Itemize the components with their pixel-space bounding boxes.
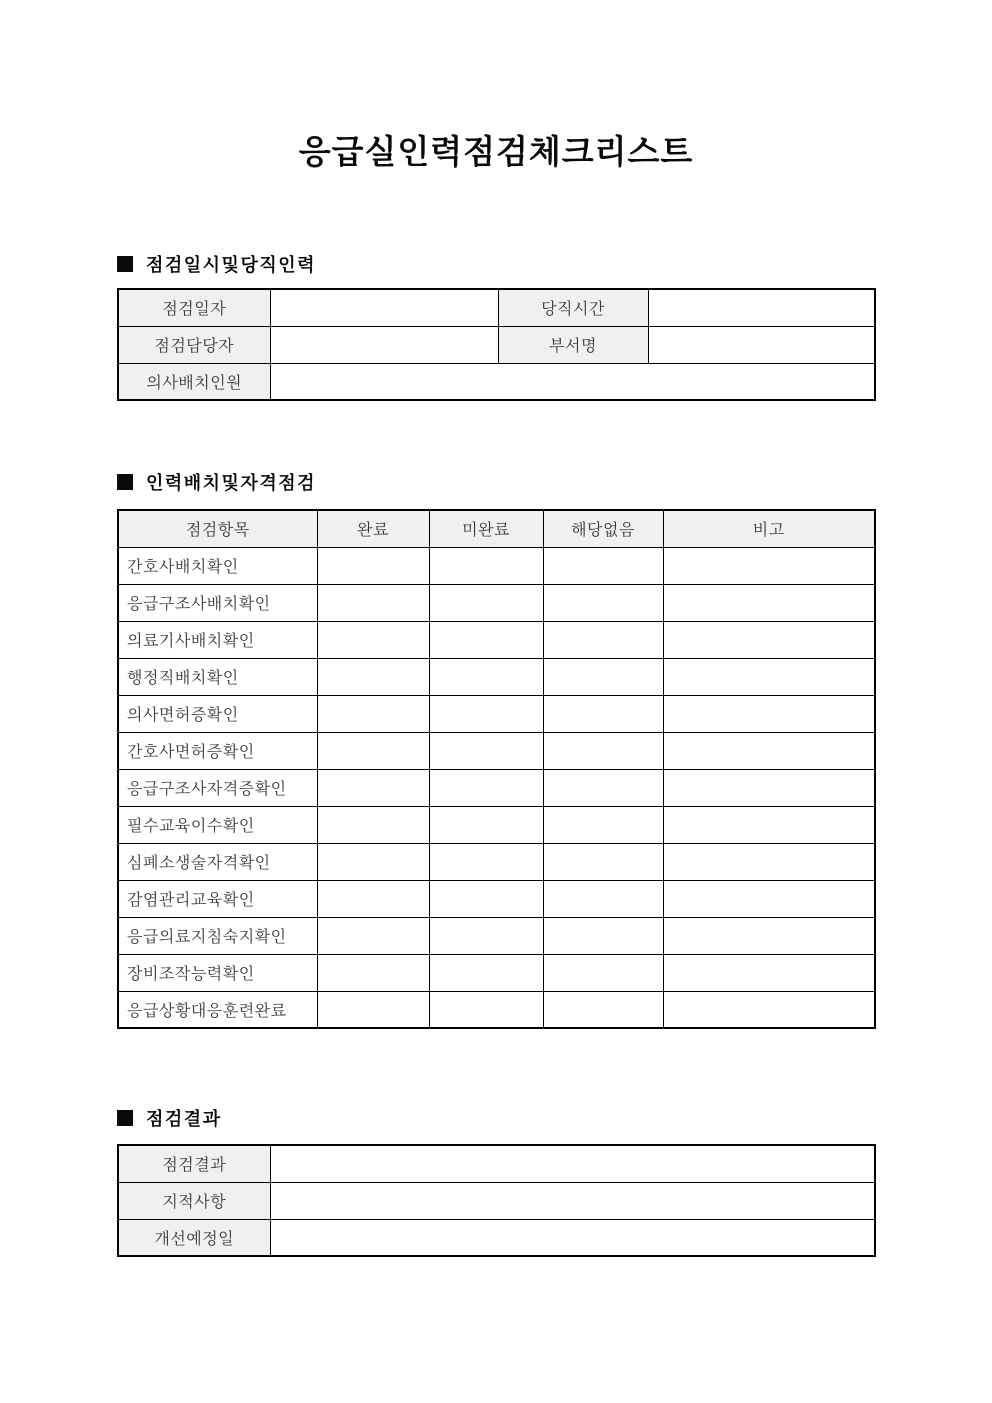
done-cell xyxy=(317,880,429,917)
table-row xyxy=(118,769,875,806)
note-cell xyxy=(663,732,875,769)
not-done-cell xyxy=(429,917,543,954)
table-row xyxy=(118,1145,875,1182)
done-cell xyxy=(317,584,429,621)
na-cell xyxy=(543,769,663,806)
not-done-cell xyxy=(429,621,543,658)
table-header-row xyxy=(118,510,875,547)
result-value xyxy=(270,1145,875,1182)
section-heading-label: 점검일시및당직인력 xyxy=(146,255,316,275)
issues-value xyxy=(270,1182,875,1219)
not-done-cell xyxy=(429,695,543,732)
department-label: 부서명 xyxy=(498,326,648,363)
done-cell xyxy=(317,769,429,806)
section-heading-checklist xyxy=(117,469,316,495)
table-row xyxy=(118,880,875,917)
not-done-cell xyxy=(429,584,543,621)
done-cell xyxy=(317,843,429,880)
note-cell xyxy=(663,547,875,584)
done-cell xyxy=(317,621,429,658)
col-header-done: 완료 xyxy=(317,510,429,547)
section-bullet-icon xyxy=(117,256,133,272)
col-header-na: 해당없음 xyxy=(543,510,663,547)
section-bullet-icon xyxy=(117,1110,133,1126)
note-cell xyxy=(663,954,875,991)
note-cell xyxy=(663,769,875,806)
duty-time-value xyxy=(648,289,875,326)
not-done-cell xyxy=(429,547,543,584)
table-row xyxy=(118,584,875,621)
col-header-item: 점검항목 xyxy=(118,510,317,547)
na-cell xyxy=(543,658,663,695)
table-row xyxy=(118,1182,875,1219)
result-label: 점검결과 xyxy=(118,1145,270,1182)
note-cell xyxy=(663,584,875,621)
table-row xyxy=(118,991,875,1028)
table-row xyxy=(118,658,875,695)
done-cell xyxy=(317,732,429,769)
checklist-table xyxy=(117,509,876,1029)
note-cell xyxy=(663,658,875,695)
checklist-item-label: 의사면허증확인 xyxy=(118,695,317,732)
not-done-cell xyxy=(429,991,543,1028)
col-header-note: 비고 xyxy=(663,510,875,547)
schedule-table xyxy=(117,288,876,401)
note-cell xyxy=(663,621,875,658)
table-row xyxy=(118,621,875,658)
checklist-item-label: 심폐소생술자격확인 xyxy=(118,843,317,880)
table-row xyxy=(118,954,875,991)
done-cell xyxy=(317,547,429,584)
na-cell xyxy=(543,621,663,658)
not-done-cell xyxy=(429,658,543,695)
checklist-item-label: 감염관리교육확인 xyxy=(118,880,317,917)
table-row xyxy=(118,732,875,769)
table-row xyxy=(118,695,875,732)
section-heading-result xyxy=(117,1105,222,1131)
na-cell xyxy=(543,547,663,584)
table-row xyxy=(118,843,875,880)
checklist-item-label: 응급구조사배치확인 xyxy=(118,584,317,621)
checklist-item-label: 응급구조사자격증확인 xyxy=(118,769,317,806)
checklist-item-label: 간호사배치확인 xyxy=(118,547,317,584)
improvement-date-label: 개선예정일 xyxy=(118,1219,270,1256)
issues-label: 지적사항 xyxy=(118,1182,270,1219)
duty-time-label: 당직시간 xyxy=(498,289,648,326)
checklist-item-label: 장비조작능력확인 xyxy=(118,954,317,991)
not-done-cell xyxy=(429,769,543,806)
inspector-label: 점검담당자 xyxy=(118,326,270,363)
table-row xyxy=(118,363,875,400)
note-cell xyxy=(663,880,875,917)
inspection-date-label: 점검일자 xyxy=(118,289,270,326)
checklist-item-label: 행정직배치확인 xyxy=(118,658,317,695)
not-done-cell xyxy=(429,880,543,917)
not-done-cell xyxy=(429,954,543,991)
note-cell xyxy=(663,806,875,843)
table-row xyxy=(118,806,875,843)
na-cell xyxy=(543,843,663,880)
section-heading-label: 인력배치및자격점검 xyxy=(146,473,316,493)
not-done-cell xyxy=(429,843,543,880)
na-cell xyxy=(543,991,663,1028)
checklist-item-label: 필수교육이수확인 xyxy=(118,806,317,843)
not-done-cell xyxy=(429,806,543,843)
note-cell xyxy=(663,991,875,1028)
department-value xyxy=(648,326,875,363)
page-title: 응급실인력점검체크리스트 xyxy=(298,133,694,170)
checklist-item-label: 의료기사배치확인 xyxy=(118,621,317,658)
section-bullet-icon xyxy=(117,474,133,490)
improvement-date-value xyxy=(270,1219,875,1256)
done-cell xyxy=(317,917,429,954)
na-cell xyxy=(543,917,663,954)
table-row xyxy=(118,326,875,363)
not-done-cell xyxy=(429,732,543,769)
table-row xyxy=(118,1219,875,1256)
checklist-item-label: 간호사면허증확인 xyxy=(118,732,317,769)
doctor-staffing-label: 의사배치인원 xyxy=(118,363,270,400)
inspection-date-value xyxy=(270,289,498,326)
table-row xyxy=(118,547,875,584)
note-cell xyxy=(663,695,875,732)
done-cell xyxy=(317,695,429,732)
table-row xyxy=(118,289,875,326)
na-cell xyxy=(543,880,663,917)
inspector-value xyxy=(270,326,498,363)
doctor-staffing-value xyxy=(270,363,875,400)
note-cell xyxy=(663,917,875,954)
checklist-item-label: 응급의료지침숙지확인 xyxy=(118,917,317,954)
section-heading-label: 점검결과 xyxy=(146,1109,222,1129)
note-cell xyxy=(663,843,875,880)
na-cell xyxy=(543,584,663,621)
section-heading-schedule xyxy=(117,251,316,277)
checklist-item-label: 응급상황대응훈련완료 xyxy=(118,991,317,1028)
table-row xyxy=(118,917,875,954)
col-header-not-done: 미완료 xyxy=(429,510,543,547)
result-table xyxy=(117,1144,876,1257)
done-cell xyxy=(317,991,429,1028)
na-cell xyxy=(543,954,663,991)
done-cell xyxy=(317,806,429,843)
na-cell xyxy=(543,732,663,769)
na-cell xyxy=(543,806,663,843)
na-cell xyxy=(543,695,663,732)
done-cell xyxy=(317,658,429,695)
done-cell xyxy=(317,954,429,991)
